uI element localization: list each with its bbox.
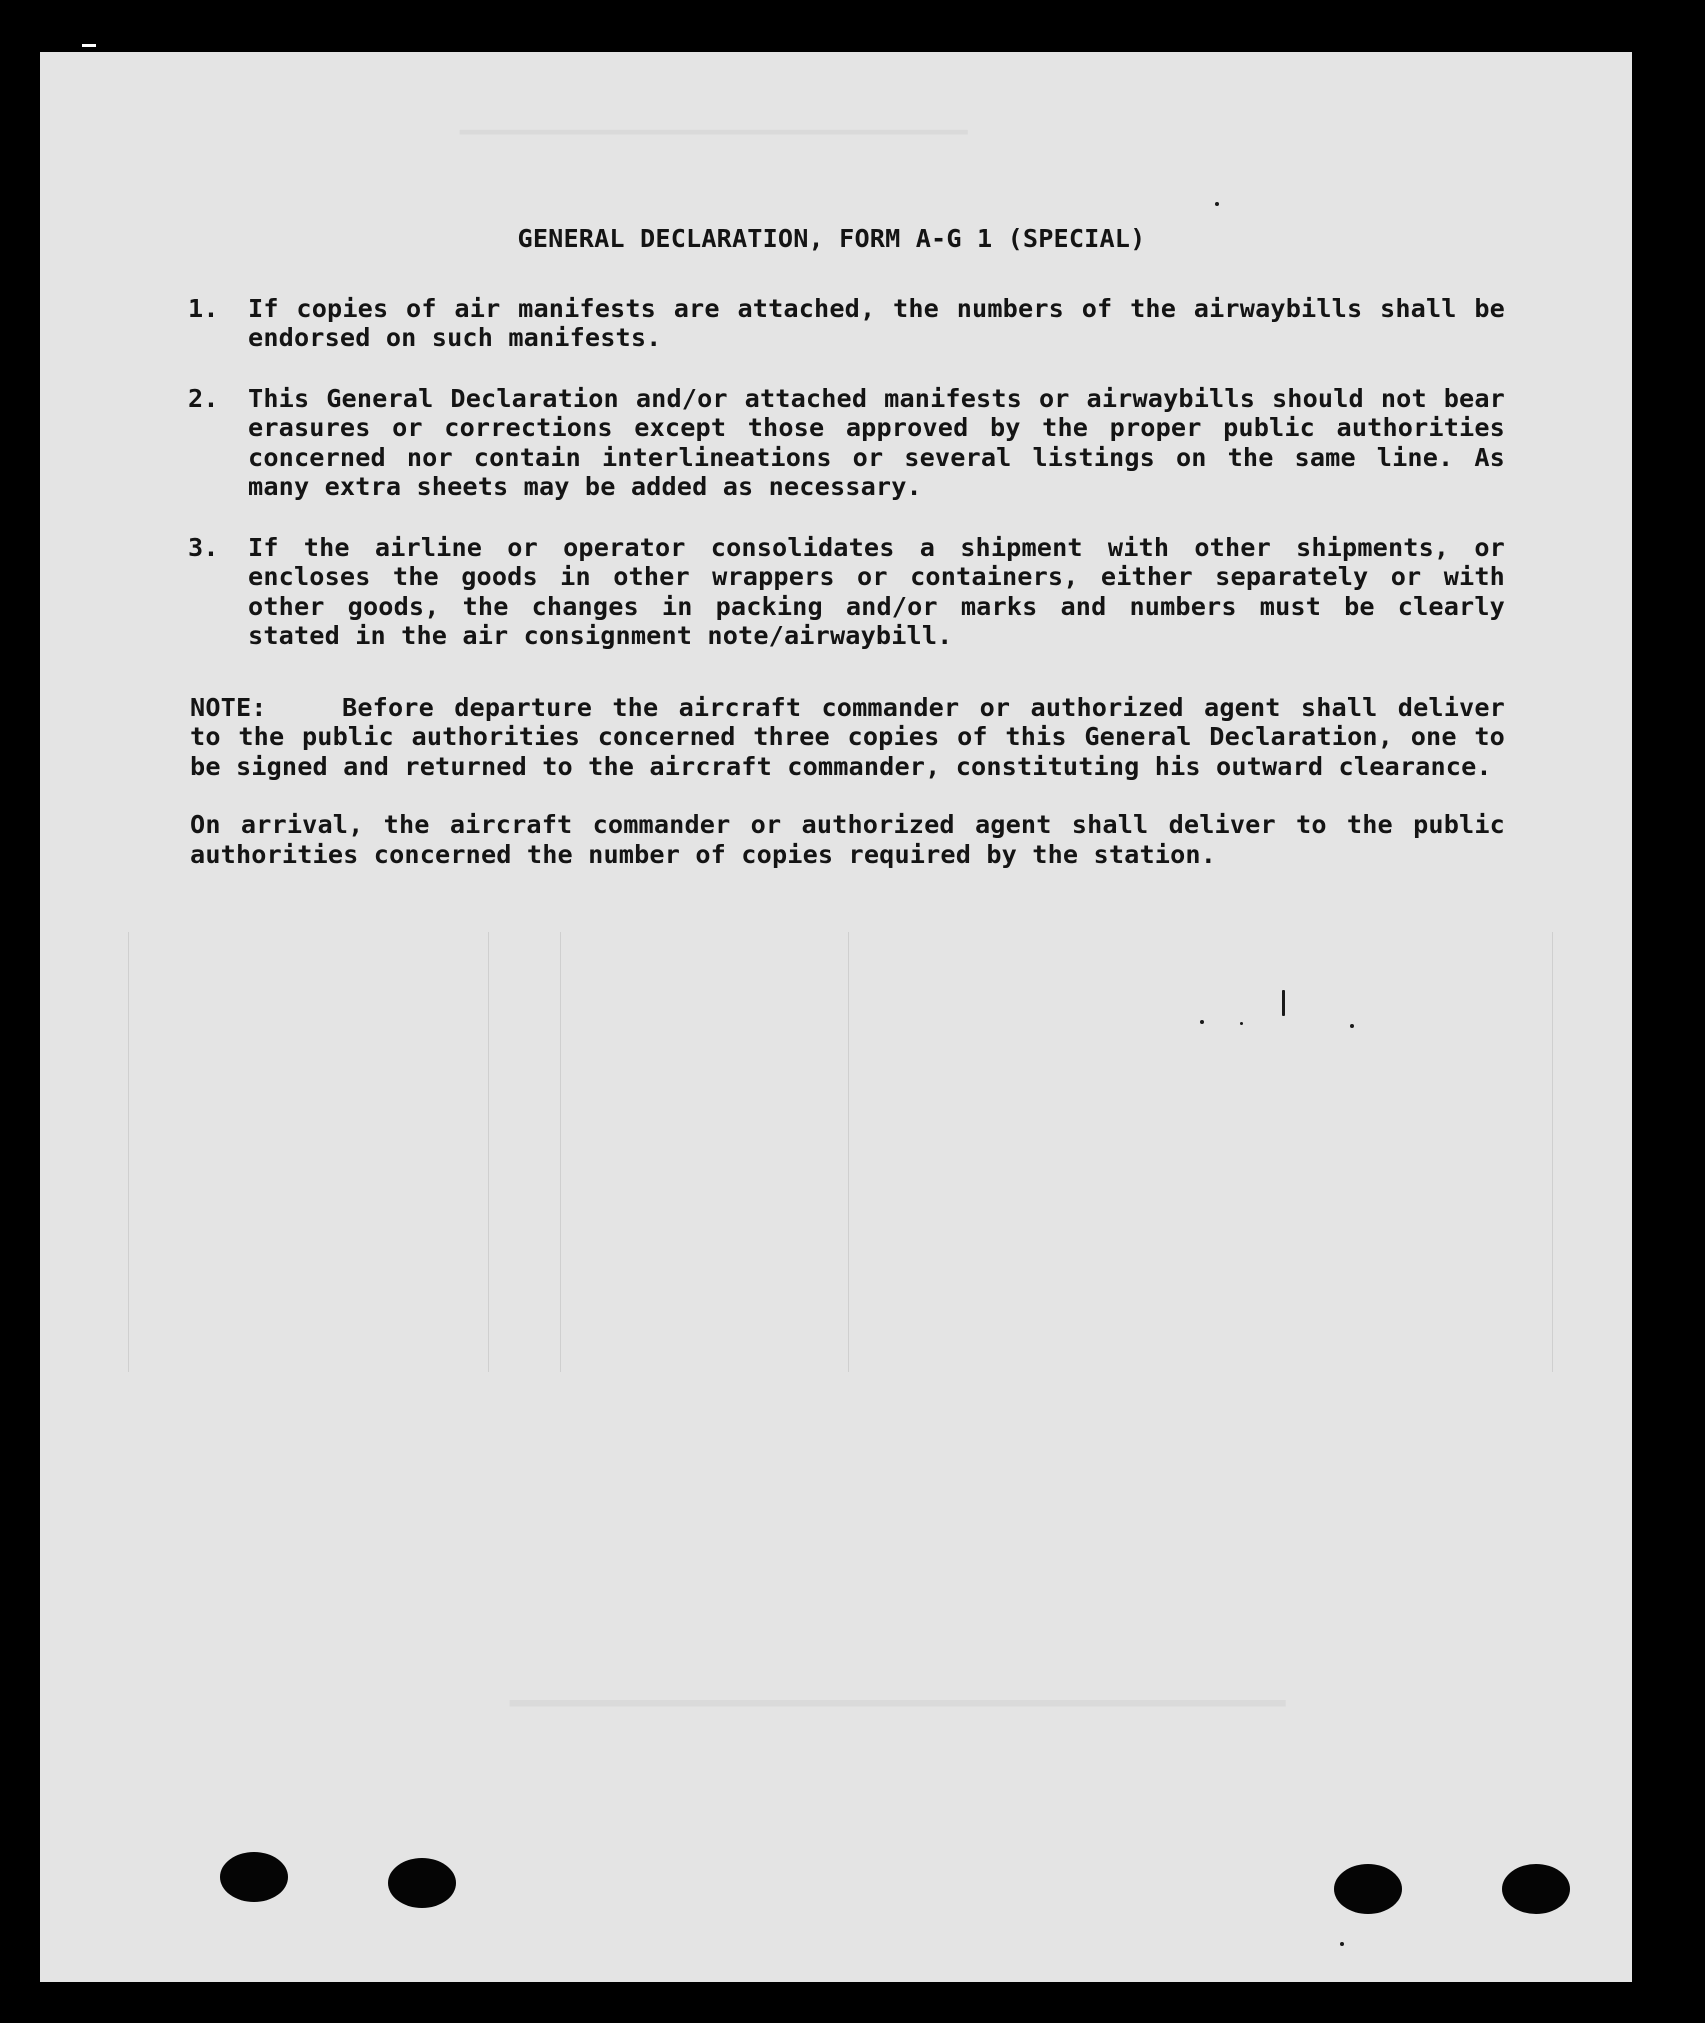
ink-speck	[1215, 202, 1219, 206]
punch-hole	[1334, 1864, 1402, 1914]
edge-mark	[82, 44, 96, 47]
punch-hole	[388, 1858, 456, 1908]
item-number: 1.	[188, 293, 219, 323]
show-through-line	[1552, 932, 1553, 1372]
note-label: NOTE:	[190, 692, 267, 722]
note-paragraph	[190, 693, 1505, 782]
item-text: If copies of air manifests are attached, the numbers of the airwaybills shall be endorsed on such manifests.	[248, 293, 1505, 352]
ink-speck	[1240, 1022, 1243, 1025]
punch-hole	[220, 1852, 288, 1902]
show-through-line	[848, 932, 849, 1372]
item-number: 3.	[188, 532, 219, 562]
item-text: This General Declaration and/or attached manifests or airwaybills should not bear erasures or corrections except those approved by the proper public authorities concerned nor contain interlineations or several listings on the same line. As many extra sheets may be added as necessary.	[248, 383, 1505, 501]
item-number: 2.	[188, 383, 219, 413]
arrival-paragraph: On arrival, the aircraft commander or authorized agent shall deliver to the public authorities concerned the number of copies required by the station.	[190, 810, 1505, 869]
show-through-line	[560, 932, 561, 1372]
show-through-line	[488, 932, 489, 1372]
show-through-mark: ▁▁▁▁▁▁▁▁▁▁▁▁▁▁▁▁▁▁▁▁▁▁▁▁	[510, 1657, 1286, 1706]
ink-speck	[1350, 1024, 1354, 1028]
ink-speck	[1200, 1020, 1204, 1024]
note-text: Before departure the aircraft commander or authorized agent shall deliver to the public authorities concerned three copies of this General Declaration, one to be signed and returned to the aircraft commander, constituting his outward clearance.	[190, 692, 1505, 781]
declaration-text	[150, 224, 1505, 869]
ink-speck	[1340, 1942, 1344, 1946]
list-item	[150, 384, 1505, 502]
document-title: GENERAL DECLARATION, FORM A-G 1 (SPECIAL)	[517, 224, 1146, 253]
punch-hole	[1502, 1864, 1570, 1914]
list-item	[150, 294, 1505, 353]
show-through-mark: ▁▁▁▁▁▁▁▁▁▁▁▁▁▁▁▁▁▁▁▁▁▁	[460, 100, 968, 135]
list-item	[150, 533, 1505, 651]
show-through-line	[128, 932, 129, 1372]
ink-speck	[1282, 990, 1285, 1016]
item-text: If the airline or operator consolidates a shipment with other shipments, or encloses the goods in other wrappers or containers, either separately or with other goods, the changes in packing and/or marks and numbers must be clearly stated in the air consignment note/airwaybill.	[248, 532, 1505, 650]
